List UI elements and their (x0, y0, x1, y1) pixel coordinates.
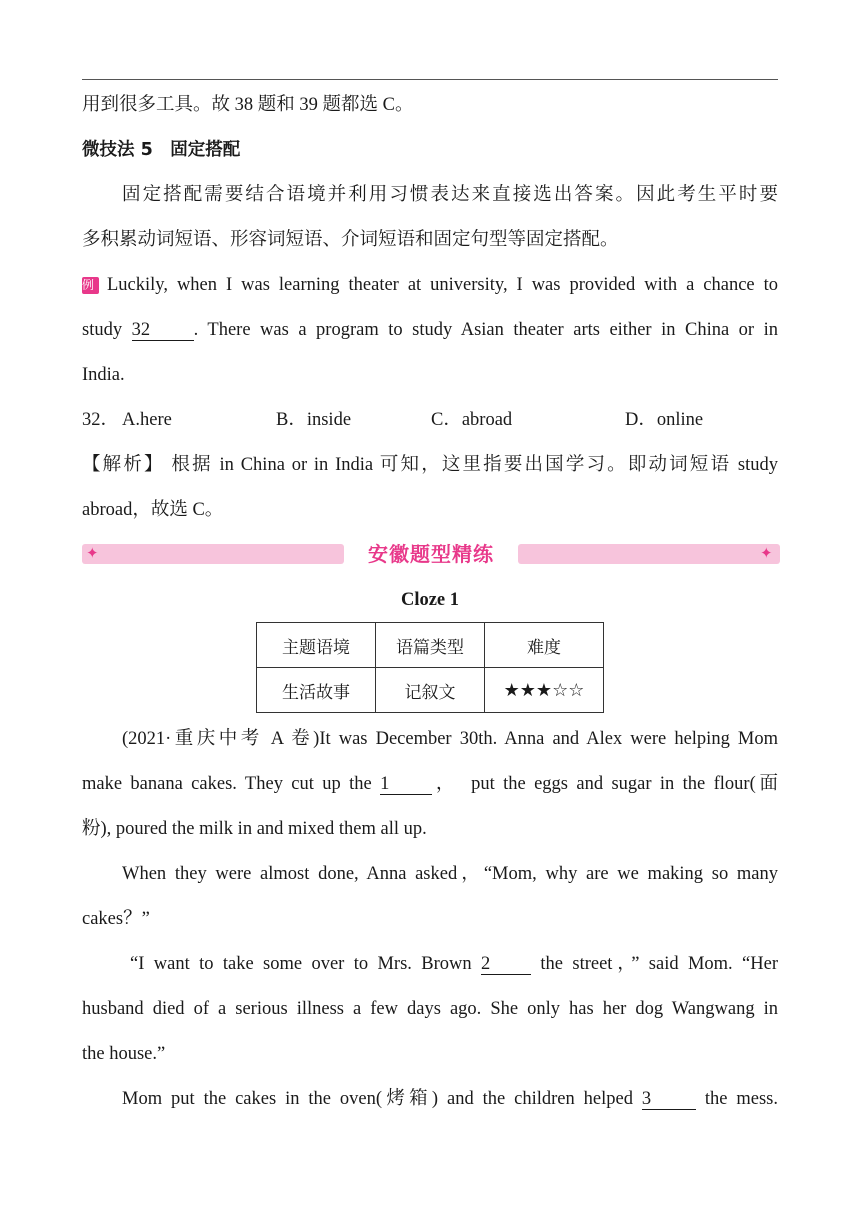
intro-paragraph-line-2: 多积累动词短语、形容词短语、介词短语和固定句型等固定搭配。 (82, 230, 619, 250)
table-header-row (257, 623, 604, 668)
answer-blank-3: 3 (642, 1089, 696, 1110)
passage-p3-line-1: “I want to take some over to Mrs. Brown 2 the street，” said Mom. “Her (130, 954, 778, 974)
table-cell: 记叙文 (376, 668, 485, 713)
sparkle-icon: ✦ (760, 544, 773, 562)
intro-paragraph-line-1: 固定搭配需要结合语境并利用习惯表达来直接选出答案。因此考生平时要 (122, 185, 778, 205)
table-header-cell: 主题语境 (257, 623, 376, 668)
example-line-1 (82, 272, 778, 298)
section-heading: 微技法 5 固定搭配 (82, 140, 241, 160)
option-b: B．inside (276, 410, 352, 430)
passage-p3-line-2: husband died of a serious illness a few days ago. She only has her dog Wangwang in (82, 999, 778, 1019)
option-c: C．abroad (431, 410, 513, 430)
continued-text: 用到很多工具。故 38 题和 39 题都选 C。 (82, 95, 414, 115)
banner-title: 安徽题型精练 (368, 542, 494, 566)
example-line-3: India. (82, 365, 125, 385)
question-number: 32． (82, 410, 120, 430)
passage-p4-line-1: Mom put the cakes in the oven(烤箱) and the children helped 3 the mess. (122, 1089, 778, 1109)
passage-p2-line-1: When they were almost done, Anna asked，“Mom, why are we making so many (122, 864, 778, 884)
option-a: A.here (122, 410, 172, 430)
passage-p1-line-1: (2021·重庆中考 A 卷)It was December 30th. Anna and Alex were helping Mom (122, 729, 778, 749)
difficulty-rating: ★★★☆☆ (485, 668, 604, 713)
table-cell: 生活故事 (257, 668, 376, 713)
example-icon: 例 (82, 277, 99, 294)
example-line-2: study 32 . There was a program to study Asian theater arts either in China or in (82, 320, 778, 340)
cloze-title: Cloze 1 (400, 590, 460, 610)
sparkle-icon: ✦ (86, 544, 99, 562)
passage-p3-line-3: the house.” (82, 1044, 166, 1064)
table-header-cell: 难度 (485, 623, 604, 668)
passage-p1-line-2: make banana cakes. They cut up the 1 ， put the eggs and sugar in the flour(面 (82, 774, 778, 794)
table-row (257, 668, 604, 713)
passage-p1-line-3: 粉), poured the milk in and mixed them all up. (82, 819, 427, 839)
option-d: D．online (625, 410, 704, 430)
analysis-line-1: 【解析】 根据 in China or in India 可知，这里指要出国学习。即动词短语 study (82, 455, 778, 475)
table-header-cell: 语篇类型 (376, 623, 485, 668)
answer-blank-1: 1 (380, 774, 432, 795)
answer-blank-2: 2 (481, 954, 531, 975)
answer-blank-32: 32 (132, 320, 194, 341)
passage-p2-line-2: cakes？” (82, 909, 150, 929)
example-text: Luckily, when I was learning theater at university, I was provided with a chance to (107, 275, 778, 295)
top-divider (82, 79, 778, 80)
analysis-line-2: abroad，故选 C。 (82, 500, 224, 520)
info-table (256, 622, 604, 713)
section-banner (82, 541, 780, 568)
